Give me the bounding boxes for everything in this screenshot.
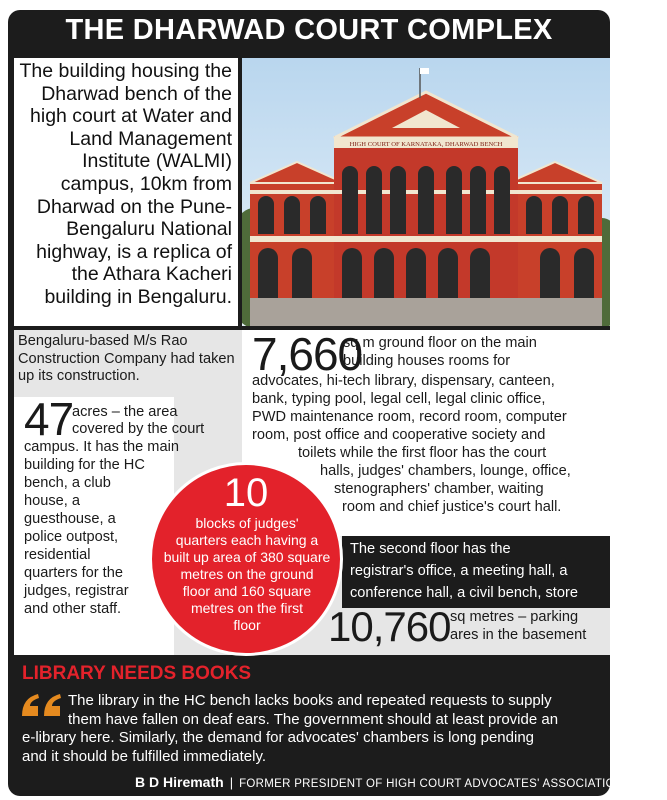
acres-line-7: guesthouse, a: [24, 511, 116, 527]
ground-floor-line-5: PWD maintenance room, record room, computer: [252, 409, 567, 425]
second-floor-line-3: conference hall, a civil bench, store: [350, 585, 578, 601]
blocks-line-6: metres on the first: [190, 600, 304, 616]
acres-line-10: quarters for the: [24, 565, 123, 581]
blocks-line-1: blocks of judges': [195, 515, 299, 531]
library-heading: LIBRARY NEEDS BOOKS: [22, 663, 252, 684]
blocks-line-5: floor and 160 square: [182, 583, 312, 599]
ground-floor-line-2: building houses rooms for: [343, 353, 511, 369]
acres-line-3: campus. It has the main: [24, 439, 179, 455]
acres-line-8: police outpost,: [24, 529, 119, 545]
attribution-separator: |: [229, 775, 234, 790]
author-role: FORMER PRESIDENT OF HIGH COURT ADVOCATES' ASSOCIATION: [239, 778, 624, 790]
construction-text: Bengaluru-based M/s Rao Construction Company had taken up its construction.: [18, 333, 235, 385]
ground-floor-line-8: halls, judges' chambers, lounge, office,: [320, 463, 571, 479]
second-floor-line-1: The second floor has the: [350, 541, 511, 557]
ground-floor-number: 7,660: [252, 328, 363, 380]
library-quote: [22, 692, 610, 766]
library-line-4: and it should be fulfilled immediately.: [22, 747, 267, 765]
parking-line-1: sq metres – parking: [450, 609, 579, 625]
acres-line-5: bench, a club: [24, 475, 111, 491]
blocks-line-3: built up area of 380 square: [163, 549, 331, 565]
acres-line-12: and other staff.: [24, 601, 122, 617]
library-line-2: them have fallen on deaf ears. The government should at least provide an: [68, 710, 559, 728]
author-name: B D Hiremath: [135, 774, 224, 790]
blocks-line-2: quarters each having a: [175, 532, 319, 548]
ground-floor-line-7: toilets while the first floor has the court: [298, 445, 547, 461]
blocks-line-4: metres on the ground: [180, 566, 314, 582]
library-line-3: e-library here. Similarly, the demand for advocates' chambers is long pending: [22, 729, 535, 746]
acres-number: 47: [24, 393, 74, 445]
ground-floor-line-6: room, post office and cooperative society and: [252, 427, 546, 443]
intro-block: [14, 58, 238, 326]
court-building-photo: [242, 58, 610, 326]
parking-number: 10,760: [328, 603, 451, 650]
acres-line-6: house, a: [24, 493, 80, 509]
library-line-1: The library in the HC bench lacks books and repeated requests to supply: [68, 692, 552, 709]
acres-line-11: judges, registrar: [24, 583, 129, 599]
page-title: THE DHARWAD COURT COMPLEX: [65, 14, 553, 46]
acres-line-4: building for the HC: [24, 457, 145, 473]
ground-floor-line-9: stenographers' chamber, waiting: [334, 481, 544, 497]
blocks-number: 10: [223, 471, 269, 515]
ground-floor-line-1: sq m ground floor on the main: [343, 335, 537, 351]
quote-attribution: [135, 774, 624, 790]
signboard-text: HIGH COURT OF KARNATAKA, DHARWAD BENCH: [349, 141, 503, 148]
acres-line-1: acres – the area: [72, 404, 178, 420]
parking-line-2: ares in the basement: [450, 627, 587, 643]
blocks-line-7: floor: [233, 617, 261, 633]
ground-floor-line-10: room and chief justice's court hall.: [342, 499, 562, 515]
court-building-illustration: [242, 58, 610, 326]
second-floor-box: [342, 536, 610, 608]
ground-floor-line-3: advocates, hi-tech library, dispensary, canteen,: [252, 373, 555, 389]
intro-text: The building housing the Dharwad bench of the high court at Water and Land Management Institute (WALMI) campus, 10km from Dharwad on the Pune-Bengaluru National highway, is a replica of the Athara Kacheri building in Bengaluru.: [19, 60, 232, 308]
acres-line-2: covered by the court: [72, 421, 205, 437]
acres-line-9: residential: [24, 547, 91, 563]
second-floor-line-2: registrar's office, a meeting hall, a: [350, 563, 568, 579]
blocks-text: [158, 515, 336, 634]
ground-floor-line-4: bank, typing pool, legal cell, legal clinic office,: [252, 391, 546, 407]
judges-quarters-circle: [149, 462, 343, 656]
